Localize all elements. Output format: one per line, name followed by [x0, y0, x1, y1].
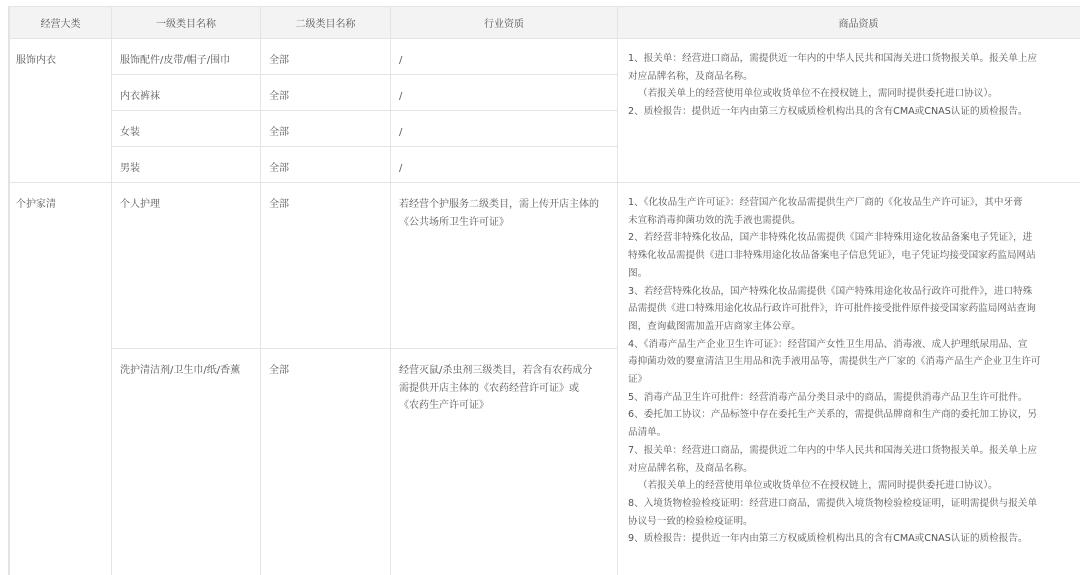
industry-qualification-cell: /	[391, 147, 618, 183]
product-qualification-line: 毒抑菌功效的婴童清洁卫生用品和洗手液用品等，需提供生产厂家的《消毒产品生产企业卫生许可	[628, 356, 1041, 368]
industry-qualification-line: 经营灭鼠/杀虫剂三级类目，若含有农药成分	[399, 365, 593, 376]
industry-qualification-line: 需提供开店主体的《农药经营许可证》或	[399, 382, 579, 394]
product-qualification-line: 1、《化妆品生产许可证》：经营国产化妆品需提供生产厂商的《化妆品生产许可证》，其中牙膏	[628, 197, 1023, 208]
product-qualification-line: 7、报关单：经营进口商品，需提供近二年内的中华人民共和国海关进口货物报关单。报关单上应	[628, 444, 1038, 456]
industry-qualification-cell: /	[391, 75, 618, 111]
product-qualification-line: 4、《消毒产品生产企业卫生许可证》：经营国产女性卫生用品、消毒液、成人护理纸尿用品、宣	[628, 338, 1028, 350]
header-business-category: 经营大类	[10, 7, 112, 39]
product-qualification-line: 对应品牌名称，及商品名称。	[628, 70, 753, 82]
header-level1-category: 一级类目名称	[112, 7, 261, 39]
level2-category-cell: 全部	[261, 111, 391, 147]
product-qualification-line: 3、若经营特殊化妆品，国产特殊化妆品需提供《国产特殊用途化妆品行政许可批件》，进口特殊	[628, 285, 1033, 297]
level2-category-cell: 全部	[261, 147, 391, 183]
product-qualification-cell	[618, 183, 1080, 575]
level1-category-cell: 内衣裤袜	[112, 75, 261, 111]
product-qualification-cell	[618, 39, 1080, 183]
product-qualification-line: 对应品牌名称，及商品名称。	[628, 462, 753, 474]
level2-category-cell: 全部	[261, 349, 391, 575]
product-qualification-line: 图，查询截图需加盖开店商家主体公章。	[628, 320, 801, 332]
product-qualification-line: 品清单。	[628, 427, 667, 439]
level1-category-cell: 洗护清洁剂/卫生巾/纸/香薰	[112, 349, 261, 575]
product-qualification-line: 2、若经营非特殊化妆品，国产非特殊化妆品需提供《国产非特殊用途化妆品备案电子凭证》，进	[628, 232, 1033, 244]
business-category-cell: 个护家清	[10, 183, 112, 575]
industry-qualification-line: 若经营个护服务二级类目，需上传开店主体的	[399, 199, 599, 210]
level1-category-cell: 女装	[112, 111, 261, 147]
level2-category-cell: 全部	[261, 39, 391, 75]
product-qualification-line: 8、入境货物检验检疫证明：经营进口商品，需提供入境货物检验检疫证明，证明需提供与报关单	[628, 497, 1038, 509]
level2-category-cell: 全部	[261, 183, 391, 349]
product-qualification-line: （若报关单上的经营使用单位或收货单位不在授权链上，需同时提供委托进口协议）。	[638, 480, 998, 492]
header-product-qualification: 商品资质	[618, 7, 1080, 39]
header-level2-category: 二级类目名称	[261, 7, 391, 39]
qualification-table	[9, 6, 1080, 575]
product-qualification-line: 图。	[628, 267, 648, 279]
product-qualification-line: 6、委托加工协议：产品标签中存在委托生产关系的，需提供品牌商和生产商的委托加工协议，另	[628, 409, 1038, 421]
table-row	[10, 39, 1080, 75]
product-qualification-line: 1、报关单：经营进口商品，需提供近一年内的中华人民共和国海关进口货物报关单。报关单上应	[628, 53, 1038, 64]
industry-qualification-cell: /	[391, 39, 618, 75]
industry-qualification-line: 《公共场所卫生许可证》	[399, 216, 509, 228]
product-qualification-line: 特殊化妆品需提供《进口非特殊用途化妆品备案电子信息凭证》，电子凭证均接受国家药监局网站	[628, 250, 1036, 262]
product-qualification-line: 品需提供《进口特殊用途化妆品行政许可批件》，许可批件接受批件原件接受国家药监局网站查询	[628, 303, 1036, 315]
product-qualification-line: 2、质检报告：提供近一年内由第三方权威质检机构出具的含有CMA或CNAS认证的质检报告。	[628, 106, 1028, 118]
industry-qualification-cell: /	[391, 111, 618, 147]
level1-category-cell: 男装	[112, 147, 261, 183]
industry-qualification-cell	[391, 183, 618, 349]
header-industry-qualification: 行业资质	[391, 7, 618, 39]
level1-category-cell: 服饰配件/皮带/帽子/围巾	[112, 39, 261, 75]
table-header-row	[10, 7, 1080, 39]
product-qualification-line: 5、消毒产品卫生许可批件：经营消毒产品分类目录中的商品，需提供消毒产品卫生许可批件。	[628, 391, 1028, 403]
industry-qualification-cell	[391, 349, 618, 575]
industry-qualification-line: 《农药生产许可证》	[399, 400, 489, 411]
product-qualification-line: 未宣称消毒抑菌功效的洗手液也需提供。	[628, 214, 801, 226]
product-qualification-line: （若报关单上的经营使用单位或收货单位不在授权链上，需同时提供委托进口协议）。	[638, 88, 998, 100]
product-qualification-line: 9、质检报告：提供近一年内由第三方权威质检机构出具的含有CMA或CNAS认证的质检报告。	[628, 533, 1028, 545]
business-category-cell: 服饰内衣	[10, 39, 112, 183]
level1-category-cell: 个人护理	[112, 183, 261, 349]
product-qualification-line: 协议号一致的检验检疫证明。	[628, 515, 753, 527]
level2-category-cell: 全部	[261, 75, 391, 111]
product-qualification-line: 证》	[628, 374, 648, 386]
table-row	[10, 183, 1080, 349]
qualification-table-frame	[8, 6, 1080, 575]
